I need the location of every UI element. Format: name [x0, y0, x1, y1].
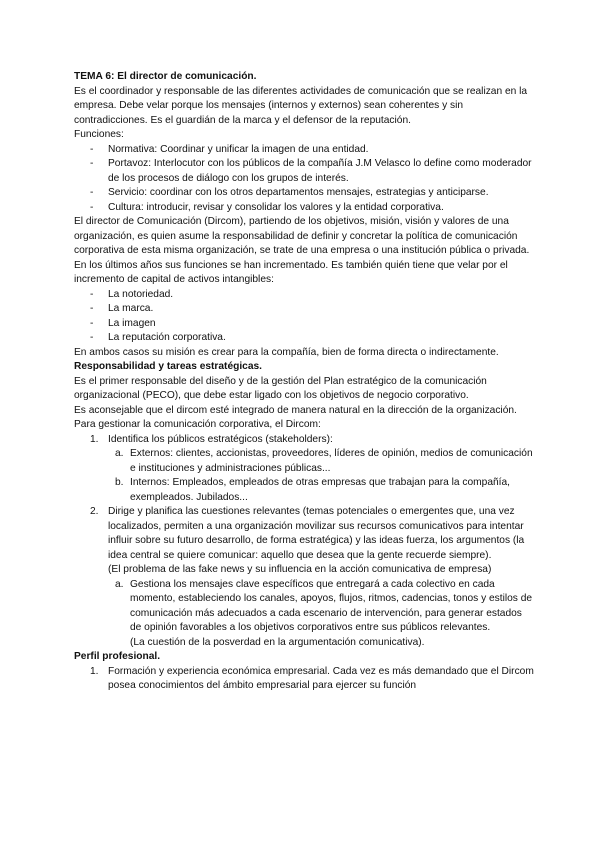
numbered-item-2 — [74, 505, 534, 563]
dircom-definition: El director de Comunicación (Dircom), partiendo de los objetivos, misión, visión y valores de una organización, es quien asume la responsabilidad de definir y concretar la política de comunicación corporativa de esta misma organización, se trate de una empresa o una institución pública o privada. — [74, 216, 530, 256]
list-item: - Normativa: Coordinar y unificar la imagen de una entidad. — [74, 143, 534, 158]
responsabilidad-paragraph-3: Para gestionar la comunicación corporativa, el Dircom: — [74, 419, 321, 430]
document-page — [74, 70, 534, 694]
list-item-text: Identifica los públicos estratégicos (stakeholders): — [108, 433, 333, 445]
funciones-list — [74, 143, 534, 216]
ambos-casos-paragraph: En ambos casos su misión es crear para la compañía, bien de forma directa o indirectamente. — [74, 346, 499, 358]
sub-item-a — [74, 578, 534, 636]
list-item: - Cultura: introducir, revisar y consolidar los valores y la entidad corporativa. — [74, 201, 534, 216]
list-marker: 1. — [90, 433, 99, 445]
ultimos-anos-paragraph: En los últimos años sus funciones se han incrementado. Es también quién tiene que velar por el incremento de capital de activos intangibles: — [74, 259, 508, 285]
posverdad-note: (La cuestión de la posverdad en la argumentación comunicativa). — [130, 636, 425, 648]
responsabilidad-heading: Responsabilidad y tareas estratégicas. — [74, 361, 262, 372]
list-item: - Portavoz: Interlocutor con los públicos de la compañía J.M Velasco lo define como moderador de los procesos de diálogo con los grupos de interés. — [74, 157, 534, 186]
perfil-heading: Perfil profesional. — [74, 651, 161, 662]
list-marker: a. — [115, 448, 124, 459]
list-item-text: Formación y experiencia económica empresarial. Cada vez es más demandado que el Dircom posea conocimientos del ámbito empresarial para ejercer su función — [108, 665, 534, 691]
sub-item-a — [74, 447, 534, 476]
list-item-text: Gestiona los mensajes clave específicos que entregará a cada colectivo en cada momento, estableciendo los canales, apoyos, flujos, ritmos, cadencias, tonos y estilos de comunicación más adecuados a cada escenario de intervención, para generar estados de opinión favorables a los objetivos corporativos entre sus públicos relevantes. — [130, 578, 533, 633]
list-marker: 1. — [90, 665, 99, 677]
list-item-text: Internos: Empleados, empleados de otras empresas que trabajan para la compañía, exempleados. Jubilados... — [130, 477, 510, 503]
fake-news-note: (El problema de las fake news y su influencia en la acción comunicativa de empresa) — [108, 564, 492, 575]
list-marker: a. — [115, 578, 124, 590]
responsabilidad-paragraph-2: Es aconsejable que el dircom esté integrado de manera natural en la dirección de la organización. — [74, 404, 517, 416]
page-title: TEMA 6: El director de comunicación. — [74, 71, 257, 82]
intangibles-list — [74, 288, 534, 346]
responsabilidad-paragraph-1: Es el primer responsable del diseño y de la gestión del Plan estratégico de la comunicación organizacional (PECO), que debe estar ligado con los objetivos de negocio corporativo. — [74, 375, 487, 401]
list-item: - La imagen — [74, 317, 534, 332]
numbered-item-1 — [74, 433, 534, 448]
list-item: - La marca. — [74, 302, 534, 317]
perfil-item-1 — [74, 665, 534, 694]
sub-item-b — [74, 476, 534, 505]
funciones-label: Funciones: — [74, 129, 124, 140]
list-item: - Servicio: coordinar con los otros departamentos mensajes, estrategias y anticiparse. — [74, 186, 534, 201]
list-item: - La reputación corporativa. — [74, 331, 534, 346]
intro-paragraph: Es el coordinador y responsable de las diferentes actividades de comunicación que se realizan en la empresa. Debe velar porque los mensajes (internos y externos) sean coherentes y sin contradicciones. Es el guardián de la marca y el defensor de la reputación. — [74, 85, 528, 126]
list-item: - La notoriedad. — [74, 288, 534, 303]
list-item-text: Dirige y planifica las cuestiones relevantes (temas potenciales o emergentes que, una vez localizados, permiten a una organización movilizar sus recursos comunicativos para intentar influir sobre su futuro desarrollo, de forma estratégica) y las ideas fuerza, los argumentos (la idea central se quiere comunicar: aquello que desea que la gente recuerde siempre). — [108, 506, 525, 561]
list-item-text: Externos: clientes, accionistas, proveedores, líderes de opinión, medios de comunicación e instituciones y administraciones públicas... — [130, 448, 533, 474]
list-marker: 2. — [90, 506, 99, 517]
list-marker: b. — [115, 477, 124, 488]
